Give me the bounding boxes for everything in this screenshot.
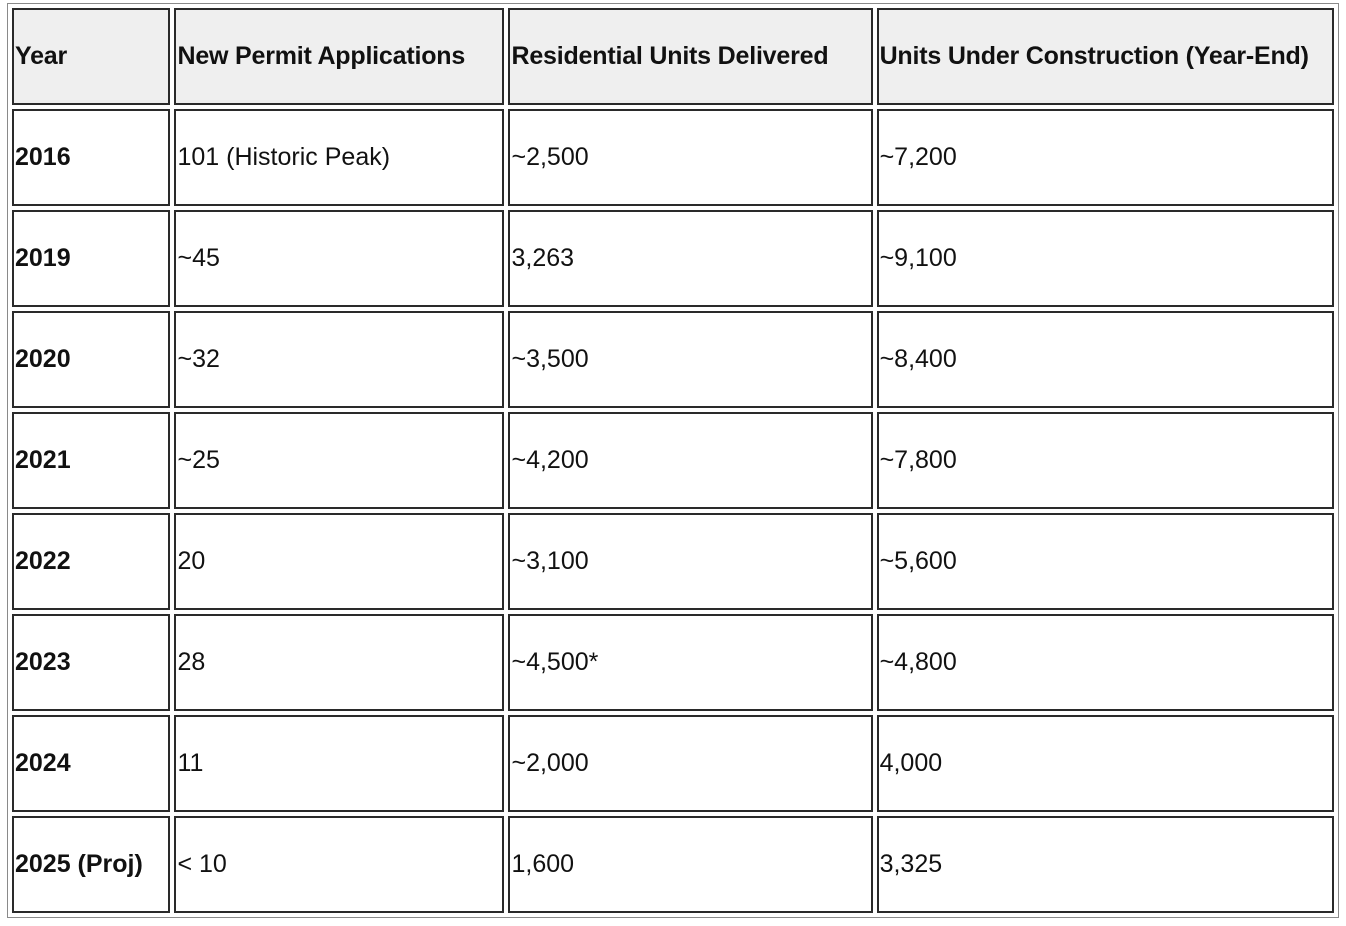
cell-units-under-construction: ~8,400 xyxy=(877,311,1334,408)
cell-units-under-construction: ~9,100 xyxy=(877,210,1334,307)
cell-new-permit-applications: ~32 xyxy=(174,311,504,408)
table-row xyxy=(12,816,1334,913)
cell-year: 2016 xyxy=(12,109,170,206)
cell-residential-units-delivered: 1,600 xyxy=(508,816,872,913)
cell-year: 2025 (Proj) xyxy=(12,816,170,913)
cell-units-under-construction: ~5,600 xyxy=(877,513,1334,610)
cell-new-permit-applications: < 10 xyxy=(174,816,504,913)
cell-year: 2021 xyxy=(12,412,170,509)
cell-year: 2023 xyxy=(12,614,170,711)
table-row xyxy=(12,614,1334,711)
column-header-residential-units-delivered: Residential Units Delivered xyxy=(508,8,872,105)
cell-units-under-construction: 4,000 xyxy=(877,715,1334,812)
table-container xyxy=(7,3,1339,918)
cell-units-under-construction: ~4,800 xyxy=(877,614,1334,711)
cell-year: 2022 xyxy=(12,513,170,610)
cell-residential-units-delivered: 3,263 xyxy=(508,210,872,307)
cell-year: 2024 xyxy=(12,715,170,812)
cell-new-permit-applications: 101 (Historic Peak) xyxy=(174,109,504,206)
cell-new-permit-applications: 11 xyxy=(174,715,504,812)
table-row xyxy=(12,412,1334,509)
cell-residential-units-delivered: ~4,200 xyxy=(508,412,872,509)
cell-residential-units-delivered: ~2,000 xyxy=(508,715,872,812)
table-row xyxy=(12,311,1334,408)
cell-residential-units-delivered: ~3,500 xyxy=(508,311,872,408)
cell-new-permit-applications: ~25 xyxy=(174,412,504,509)
column-header-units-under-construction: Units Under Construction (Year-End) xyxy=(877,8,1334,105)
cell-units-under-construction: 3,325 xyxy=(877,816,1334,913)
table-row xyxy=(12,715,1334,812)
cell-new-permit-applications: 20 xyxy=(174,513,504,610)
column-header-year: Year xyxy=(12,8,170,105)
table-row xyxy=(12,109,1334,206)
cell-units-under-construction: ~7,200 xyxy=(877,109,1334,206)
cell-residential-units-delivered: ~4,500* xyxy=(508,614,872,711)
cell-units-under-construction: ~7,800 xyxy=(877,412,1334,509)
data-table xyxy=(7,3,1339,918)
header-row xyxy=(12,8,1334,105)
table-row xyxy=(12,513,1334,610)
table-row xyxy=(12,210,1334,307)
cell-year: 2019 xyxy=(12,210,170,307)
cell-new-permit-applications: ~45 xyxy=(174,210,504,307)
cell-residential-units-delivered: ~2,500 xyxy=(508,109,872,206)
cell-residential-units-delivered: ~3,100 xyxy=(508,513,872,610)
cell-new-permit-applications: 28 xyxy=(174,614,504,711)
cell-year: 2020 xyxy=(12,311,170,408)
column-header-new-permit-applications: New Permit Applications xyxy=(174,8,504,105)
